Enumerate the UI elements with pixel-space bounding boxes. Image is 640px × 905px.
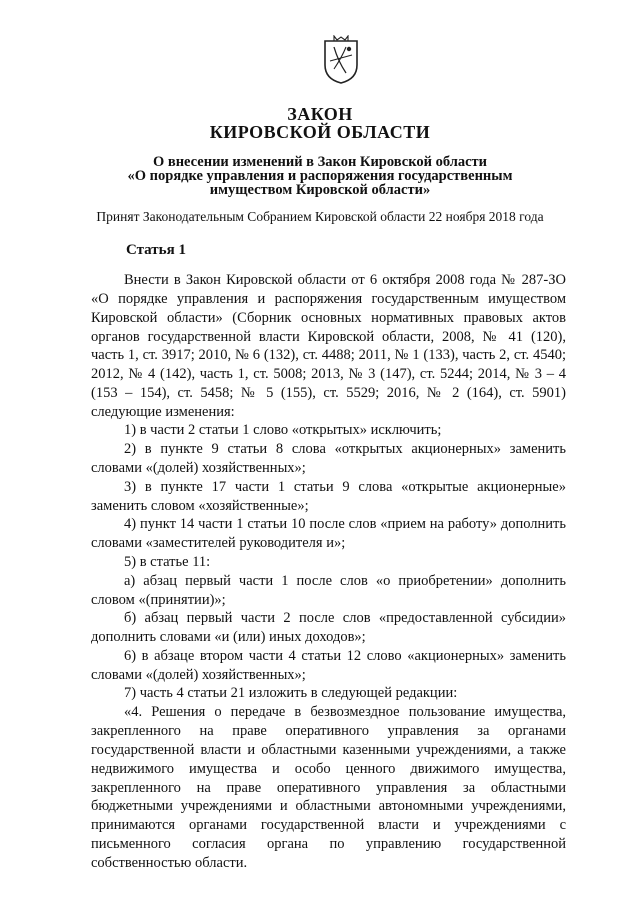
law-title-line2: КИРОВСКОЙ ОБЛАСТИ — [209, 122, 431, 142]
list-item: дополнить словами «и (или) иных доходов»; — [91, 629, 366, 645]
body-line: следующие изменения: — [91, 404, 235, 420]
list-item: б) абзац первый части 2 после слов «предоставленной субсидии» — [124, 610, 566, 626]
adoption-note: Принят Законодательным Собранием Кировской области 22 ноября 2018 года — [96, 209, 544, 224]
body-line: часть 1, ст. 3917; 2010, № 6 (132), ст. 4488; 2011, № 1 (133), часть 2, ст. 4540; — [91, 347, 566, 363]
article-heading: Статья 1 — [126, 242, 186, 258]
quote-line: недвижимого имущества и особо ценного движимого имущества, — [91, 761, 566, 777]
body-line: (153 – 154), ст. 5458; № 5 (155), ст. 5529; 2016, № 2 (164), ст. 5901) — [91, 385, 566, 401]
law-subtitle-line3: имуществом Кировской области» — [209, 182, 431, 198]
quote-line: «4. Решения о передаче в безвозмездное пользование имущества, — [124, 704, 566, 720]
body-line: Кировской области» (Сборник основных нормативных правовых актов — [91, 310, 566, 326]
law-subtitle-line2: «О порядке управления и распоряжения государственным — [127, 168, 513, 184]
law-title-line1: ЗАКОН — [287, 104, 353, 124]
quote-line: закрепленного на праве оперативного управления за областными — [91, 780, 566, 796]
list-item: 1) в части 2 статьи 1 слово «открытых» исключить; — [124, 422, 442, 438]
list-item: 2) в пункте 9 статьи 8 слова «открытых акционерных» заменить — [124, 441, 566, 457]
list-item: 3) в пункте 17 части 1 статьи 9 слова «открытые акционерные» — [124, 479, 566, 495]
quote-line: письменного согласия органа по управлению государственной — [91, 836, 566, 852]
list-item: а) абзац первый части 1 после слов «о приобретении» дополнить — [124, 573, 566, 589]
body-line: Внести в Закон Кировской области от 6 октября 2008 года № 287-ЗО — [124, 272, 566, 288]
list-item: 4) пункт 14 части 1 статьи 10 после слов «прием на работу» дополнить — [124, 516, 566, 532]
quote-line: принимаются органами государственной власти и учреждениями с — [91, 817, 566, 833]
list-item: 5) в статье 11: — [124, 554, 211, 570]
quote-line: государственной власти и областными казенными учреждениями, а также — [91, 742, 566, 758]
quote-line: бюджетными учреждениями и областными автономными учреждениями, — [91, 798, 566, 814]
list-item: словами «(долей) хозяйственных»; — [91, 460, 306, 476]
list-item: заменить словом «хозяйственные»; — [91, 498, 309, 514]
body-line: 2012, № 4 (142), часть 1, ст. 5008; 2013, № 3 (147), ст. 5244; 2014, № 3 – 4 — [91, 366, 566, 382]
body-line: «О порядке управления и распоряжения государственным имуществом — [91, 291, 566, 307]
quote-line: собственностью области. — [91, 855, 248, 871]
list-item: словом «(принятии)»; — [91, 592, 226, 608]
law-subtitle-line1: О внесении изменений в Закон Кировской области — [152, 154, 488, 170]
body-line: органов государственной власти Кировской области, 2008, № 41 (120), — [91, 329, 566, 345]
list-item: словами «заместителей руководителя и»; — [91, 535, 346, 551]
coat-of-arms-icon — [322, 35, 360, 85]
quote-line: закрепленного на праве оперативного управления за органами — [91, 723, 566, 739]
list-item: 6) в абзаце втором части 4 статьи 12 слово «акционерных» заменить — [124, 648, 566, 664]
list-item: словами «(долей) хозяйственных»; — [91, 667, 306, 683]
list-item: 7) часть 4 статьи 21 изложить в следующей редакции: — [124, 685, 458, 701]
